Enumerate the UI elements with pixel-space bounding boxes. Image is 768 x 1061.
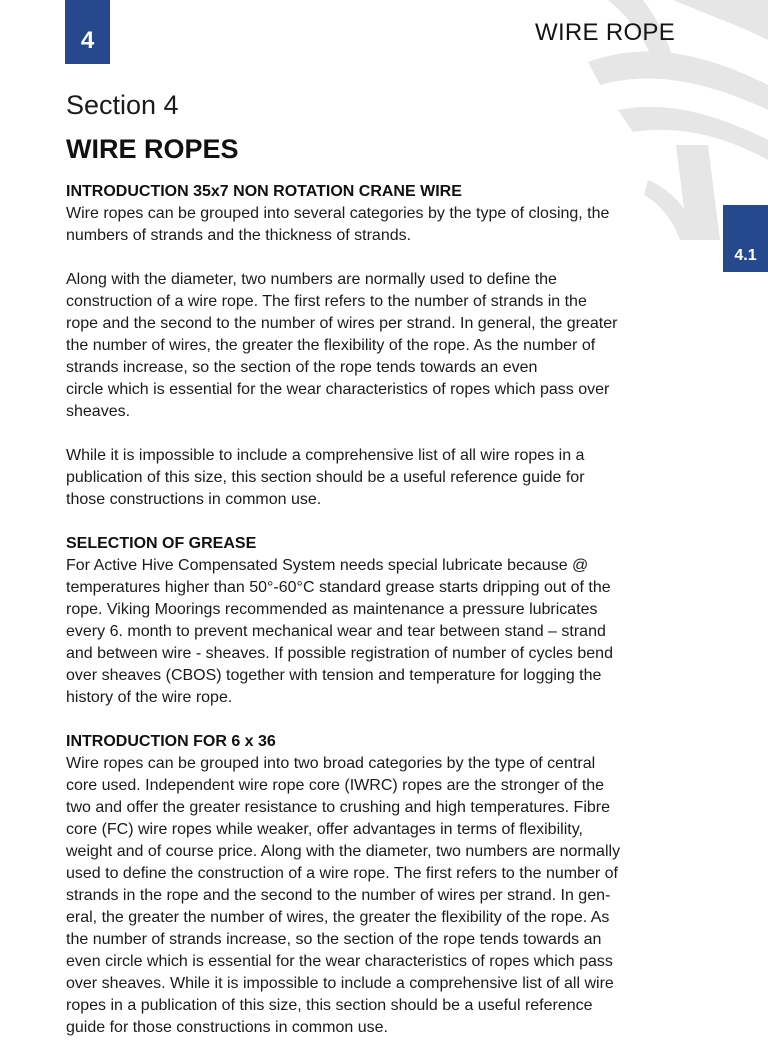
intro-6x36-heading: INTRODUCTION FOR 6 x 36	[66, 733, 276, 750]
page-title: WIRE ROPES	[66, 134, 239, 164]
running-title: WIRE ROPE	[535, 19, 676, 46]
page-section-number: 4.1	[734, 247, 757, 264]
intro-6x36-paragraph: Wire ropes can be grouped into two broad categories by the type of central core used. Independent wire rope core (IWRC) ropes are the stronger of the two and offer the greater resistance to crushing and high temperatures. Fibre core (FC) wire ropes while weaker, offer advantages in terms of flexibility, weight and of course price. Along with the diameter, two numbers are normally used to define the construction of a wire rope. The first refers to the number of strands in the rope and the second to the number of wires per strand. In gen- eral, the greater the number of wires, the greater the flexibility of the rope. As the number of strands increase, so the section of the rope tends towards an even circle which is essential for the wear characteristics of ropes which pass over sheaves. While it is impossible to include a comprehensive list of all wire ropes in a publication of this size, this section should be a useful reference guide for those constructions in common use.	[66, 755, 621, 1036]
intro-35x7-paragraph-3: While it is impossible to include a comprehensive list of all wire ropes in a publication of this size, this section should be a useful reference guide for those constructions in common use.	[66, 447, 585, 508]
grease-paragraph: For Active Hive Compensated System needs special lubricate because @ temperatures higher than 50°-60°C standard grease starts dripping out of the rope. Viking Moorings recommended as maintenance a pressure lubricates every 6. month to prevent mechanical wear and tear between stand – strand and between wire - sheaves. If possible registration of number of cycles bend over sheaves (CBOS) together with tension and temperature for logging the history of the wire rope.	[66, 557, 613, 706]
grease-heading: SELECTION OF GREASE	[66, 535, 257, 552]
intro-35x7-paragraph-1: Wire ropes can be grouped into several categories by the type of closing, the numbers of strands and the thickness of strands.	[66, 205, 610, 244]
chapter-number-tab	[65, 0, 110, 64]
body-text	[66, 181, 706, 1061]
intro-35x7-paragraph-2: Along with the diameter, two numbers are normally used to define the construction of a wire rope. The first refers to the number of strands in the rope and the second to the number of wires per strand. In general, the greater the number of wires, the greater the flexibility of the rope. As the number of strands increase, so the section of the rope tends towards an even circle which is essential for the wear characteristics of ropes which pass over sheaves.	[66, 271, 618, 420]
intro-35x7-heading: INTRODUCTION 35x7 NON ROTATION CRANE WIRE	[66, 183, 462, 200]
page-section-tab	[723, 205, 768, 272]
chapter-number: 4	[80, 27, 95, 54]
section-label: Section 4	[66, 90, 179, 120]
